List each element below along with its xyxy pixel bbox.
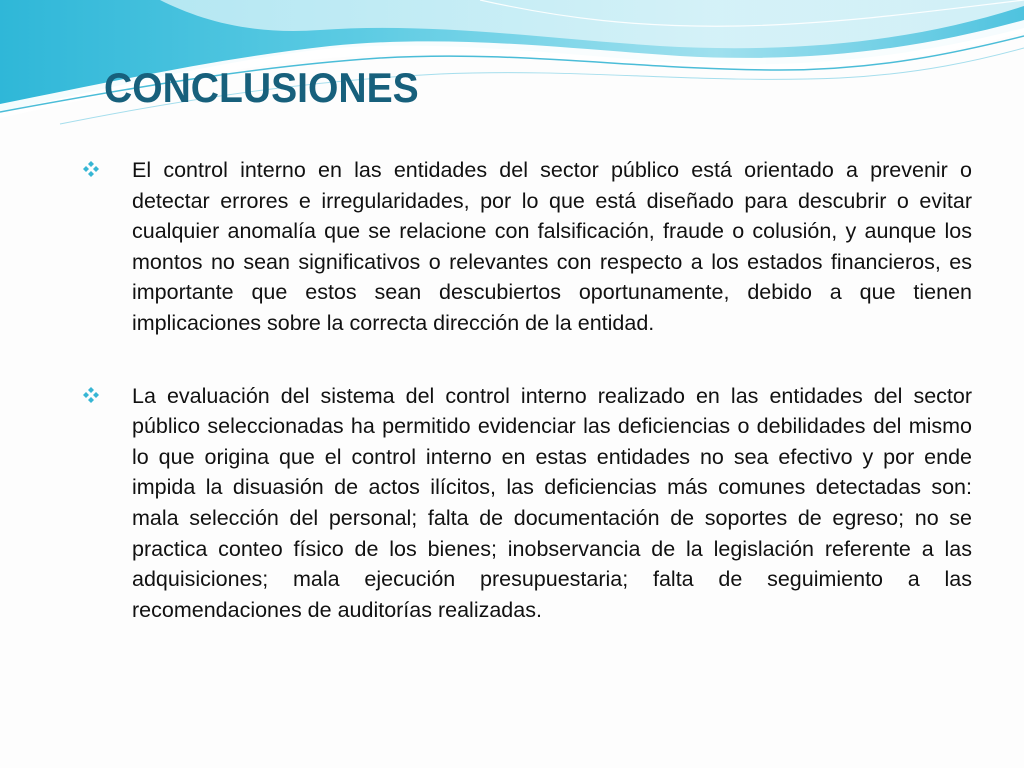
four-diamond-bullet-icon	[82, 160, 100, 178]
bullet-list	[82, 155, 972, 667]
four-diamond-bullet-icon	[82, 386, 100, 404]
list-item	[82, 381, 972, 626]
bullet-text: El control interno en las entidades del sector público está orientado a prevenir o detectar errores e irregularidades, por lo que está diseñado para descubrir o evitar cualquier anomalía que se relacione con falsificación, fraude o colusión, y aunque los montos no sean significativos o relevantes con respecto a los estados financieros, es importante que estos sean descubiertos oportunamente, debido a que tienen implicaciones sobre la correcta dirección de la entidad.	[132, 158, 972, 335]
bullet-text: La evaluación del sistema del control interno realizado en las entidades del sector público seleccionadas ha permitido evidenciar las deficiencias o debilidades del mismo lo que origina que el control interno en estas entidades no sea efectivo y por ende impida la disuasión de actos ilícitos, las deficiencias más comunes detectadas son: mala selección del personal; falta de documentación de soportes de egreso; no se practica conteo físico de los bienes; inobservancia de la legislación referente a las adquisiciones; mala ejecución presupuestaria; falta de seguimiento a las recomendaciones de auditorías realizadas.	[132, 383, 972, 622]
slide-title: CONCLUSIONES	[104, 64, 419, 111]
list-item	[82, 155, 972, 339]
